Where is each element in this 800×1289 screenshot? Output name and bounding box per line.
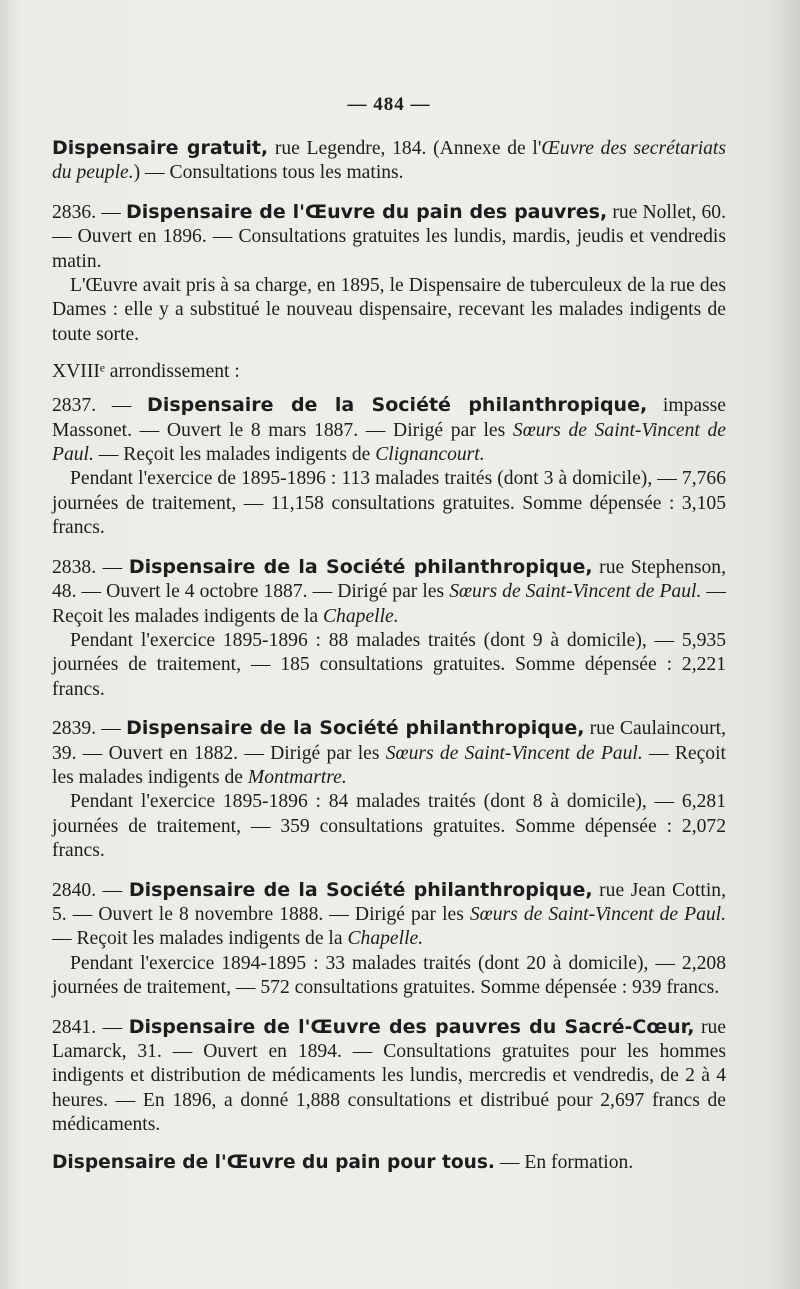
entry-2837 xyxy=(52,393,726,540)
entry-italic: Montmartre. xyxy=(247,766,347,788)
entry-2836 xyxy=(52,200,726,347)
entry-2839 xyxy=(52,716,726,863)
entry-2838 xyxy=(52,555,726,702)
entry-paragraph: L'Œuvre avait pris à sa charge, en 1895, le Dispensaire de tuberculeux de la rue des Dames : elle y a substitué le nouveau dispensaire, recevant les malades indigents de toute sorte. xyxy=(52,275,726,345)
entry-paragraph: Pendant l'exercice 1895-1896 : 88 malades traités (dont 9 à domicile), — 5,935 journées de traitement, — 185 consultations gratuites. Somme dépensée : 2,221 francs. xyxy=(52,629,726,700)
entry-italic: Sœurs de Saint-Vincent de Paul. xyxy=(449,581,702,603)
entry-dispensaire-gratuit xyxy=(52,136,726,186)
entry-paragraph: Pendant l'exercice 1895-1896 : 84 malades traités (dont 8 à domicile), — 6,281 journées de traitement, — 359 consultations gratuites. Somme dépensée : 2,072 francs. xyxy=(52,791,726,862)
entry-text: — Reçoit les malades indigents de la xyxy=(52,928,348,950)
entry-text: rue Legendre, 184. (Annexe de l' xyxy=(268,138,542,159)
entry-pain-pour-tous xyxy=(52,1152,726,1174)
entry-text: impasse Massonet. — Ouvert le 8 mars 1887. — Dirigé par les xyxy=(52,395,727,441)
entry-2841 xyxy=(52,1015,726,1138)
entry-heading: Dispensaire de la Société philanthropique, xyxy=(126,717,585,740)
entry-text: rue Lamarck, 31. — Ouvert en 1894. — Consultations gratuites pour les hommes indigents et distribution de médicaments les lundis, mercredis et vendredis, de 2 à 4 heures. — En 1896, a donné 1,888 consultations et distribué pour 2,697 francs de médicaments. xyxy=(52,1016,727,1136)
entry-text: rue Caulaincourt, 39. — Ouvert en 1882. — Dirigé par les xyxy=(52,718,726,764)
entry-heading: Dispensaire de la Société philanthropique, xyxy=(128,555,593,578)
entry-text: — En formation. xyxy=(495,1151,634,1173)
entry-text: rue Stephenson, 48. — Ouvert le 4 octobre 1887. — Dirigé par les xyxy=(52,556,727,603)
entry-heading: Dispensaire gratuit, xyxy=(52,137,269,159)
entry-italic: Chapelle. xyxy=(322,605,399,627)
entry-paragraph: Pendant l'exercice 1894-1895 : 33 malades traités (dont 20 à domicile), — 2,208 journées de traitement, — 572 consultations gratuites. Somme dépensée : 939 francs. xyxy=(52,952,726,999)
section-heading: XVIIIᵉ arrondissement : xyxy=(52,361,240,383)
entry-heading: Dispensaire de l'Œuvre du pain pour tous. xyxy=(52,1151,495,1173)
entry-number: 2836. — xyxy=(52,201,126,223)
entry-text: — Reçoit les malades indigents de la xyxy=(52,581,726,627)
entry-heading: Dispensaire de la Société philanthropique, xyxy=(128,878,593,901)
entry-italic: Sœurs de Saint-Vincent de Paul. xyxy=(385,742,643,764)
entry-heading: Dispensaire de la Société philanthropique, xyxy=(147,394,648,417)
entry-number: 2838. — xyxy=(52,556,129,578)
entry-italic: Sœurs de Saint-Vincent de Paul. xyxy=(52,419,726,466)
entry-number: 2837. — xyxy=(52,395,148,417)
page-number: — 484 — xyxy=(347,94,431,115)
entry-number: 2841. — xyxy=(52,1016,129,1038)
entry-text: ) — Consultations tous les matins. xyxy=(133,162,404,184)
entry-text: rue Nollet, 60. — Ouvert en 1896. — Consultations gratuites les lundis, mardis, jeudis et vendredis matin. xyxy=(52,201,726,272)
entry-2840 xyxy=(52,878,726,1001)
entry-paragraph: Pendant l'exercice de 1895-1896 : 113 malades traités (dont 3 à domicile), — 7,766 journées de traitement, — 11,158 consultations gratuites. Somme dépensée : 3,105 francs. xyxy=(52,468,726,539)
entry-heading: Dispensaire de l'Œuvre du pain des pauvres, xyxy=(125,200,608,223)
entry-text: — Reçoit les malades indigents de xyxy=(93,444,376,466)
entry-text: — Reçoit les malades indigents de xyxy=(52,742,726,788)
entry-heading: Dispensaire de l'Œuvre des pauvres du Sacré-Cœur, xyxy=(128,1015,695,1038)
entry-text: rue Jean Cottin, 5. — Ouvert le 8 novembre 1888. — Dirigé par les xyxy=(52,879,727,925)
entry-number: 2840. — xyxy=(52,879,129,901)
entry-italic: Clignancourt. xyxy=(375,444,485,466)
entry-italic: Œuvre des secrétariats du peuple. xyxy=(52,138,727,184)
entry-number: 2839. — xyxy=(52,718,127,740)
entry-italic: Sœurs de Saint-Vincent de Paul. xyxy=(469,903,727,925)
entry-italic: Chapelle. xyxy=(347,928,424,950)
